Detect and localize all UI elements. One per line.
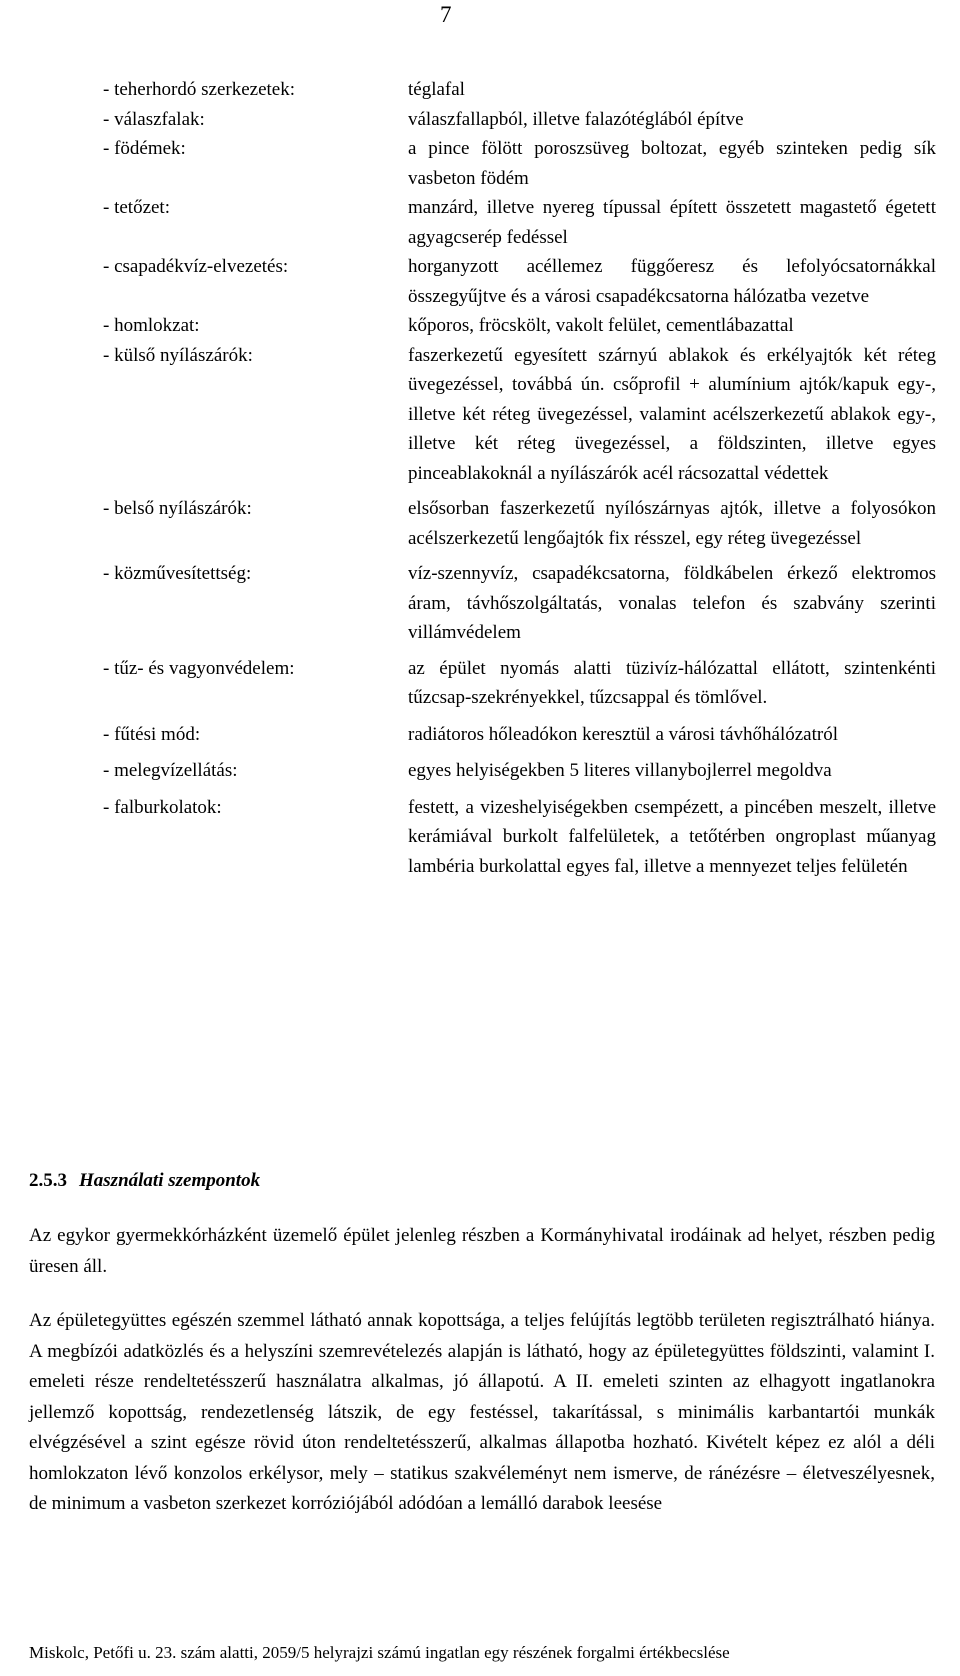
- spec-row-fodemek: [103, 134, 938, 193]
- building-spec-list: [103, 75, 938, 881]
- spec-row-homlokzat: [103, 311, 938, 341]
- spec-row-kulso-nyilaszarok: [103, 341, 938, 489]
- spec-value: víz-szennyvíz, csapadékcsatorna, földkábelen érkező elektromos áram, távhőszolgáltatás, vonalas telefon és szabvány szerinti villámvédelem: [408, 563, 936, 643]
- spec-value: festett, a vizeshelyiségekben csempézett, a pincében meszelt, illetve kerámiával burkolt falfelületek, a tetőtérben ongroplast műanyag lambéria burkolattal egyes fal, illetve a mennyezet teljes felületén: [408, 796, 936, 877]
- spec-row-csapadekviz: [103, 252, 938, 311]
- spec-label: - közművesítettség:: [103, 563, 252, 584]
- spec-row-valaszfalak: [103, 105, 938, 135]
- spec-row-belso-nyilaszarok: [103, 494, 938, 553]
- spec-row-melegvizellatas: [103, 756, 938, 786]
- spec-value: egyes helyiségekben 5 literes villanybojlerrel megoldva: [408, 760, 832, 781]
- spec-label: - csapadékvíz-elvezetés:: [103, 256, 289, 277]
- spec-row-kozmuvesitettseg: [103, 559, 938, 648]
- section-number: 2.5.3: [29, 1170, 67, 1191]
- spec-label: - tetőzet:: [103, 197, 170, 218]
- spec-value: a pince fölött poroszsüveg boltozat, egyéb szinteken pedig sík vasbeton födém: [408, 138, 936, 189]
- spec-label: - külső nyílászárók:: [103, 344, 253, 366]
- spec-label: - válaszfalak:: [103, 108, 205, 130]
- spec-label: - falburkolatok:: [103, 796, 222, 818]
- spec-value: válaszfallapból, illetve falazótéglából építve: [408, 108, 744, 130]
- spec-label: - tűz- és vagyonvédelem:: [103, 657, 295, 679]
- spec-value: elsősorban faszerkezetű nyílószárnyas ajtók, illetve a folyosókon acélszerkezetű lengőajtók fix résszel, egy réteg üvegezéssel: [408, 498, 936, 549]
- spec-value: manzárd, illetve nyereg típussal épített összetett magastető égetett agyagcserép fedéssel: [408, 197, 936, 248]
- spec-value: horganyzott acéllemez függőeresz és lefolyócsatornákkal összegyűjtve és a városi csapadékcsatorna hálózatba vezetve: [408, 256, 936, 307]
- page-footer: Miskolc, Petőfi u. 23. szám alatti, 2059/5 helyrajzi számú ingatlan egy részének forgalmi értékbecslése: [29, 1643, 730, 1662]
- page-number: 7: [440, 2, 452, 27]
- paragraph: Az épületegyüttes egészén szemmel látható annak kopottsága, a teljes felújítás legtöbb területen regisztrálható hiánya. A megbízói adatközlés és a helyszíni szemrevételezés alapján is látható, hogy az épületegyüttes földszinti, valamint I. emeleti része rendeltetésszerű használatra alkalmas, jó állapotú. A II. emeleti szinten az elhagyott ingatlanokra jellemző kopottság, rendezetlenség látszik, de egy festéssel, takarítással, s minimális karbantartói munkák elvégzésével a szint egésze rövid úton rendeltetésszerű, alkalmas állapotba hozható. Kivételt képez ez alól a déli homlokzaton lévő konzolos erkélysor, mely – statikus szakvéleményt nem ismerve, de ránézésre – életveszélyesnek, de minimum a vasbeton szerkezet korróziójából adódóan a lemálló darabok leesése: [29, 1310, 935, 1514]
- spec-label: - födémek:: [103, 138, 186, 159]
- spec-label: - teherhordó szerkezetek:: [103, 79, 296, 100]
- section-title: Használati szempontok: [79, 1170, 261, 1191]
- spec-label: - belső nyílászárók:: [103, 498, 252, 519]
- spec-value: radiátoros hőleadókon keresztül a városi távhőhálózatról: [408, 723, 838, 745]
- spec-row-falburkolatok: [103, 793, 938, 882]
- spec-label: - homlokzat:: [103, 315, 200, 336]
- spec-row-teherhordo: [103, 75, 938, 105]
- spec-row-tetozet: [103, 193, 938, 252]
- spec-value: kőporos, fröcskölt, vakolt felület, cementlábazattal: [408, 315, 794, 336]
- spec-value: faszerkezetű egyesített szárnyú ablakok és erkélyajtók két réteg üvegezéssel, továbbá ún. csőprofil + alumínium ajtók/kapuk egy-, illetve két réteg üvegezéssel, valamint acélszerkezetű ablakok egy-, illetve két réteg üvegezéssel, a földszinten, illetve egyes pinceablakoknál a nyílászárók acél rácsozattal védettek: [408, 344, 936, 484]
- spec-value: az épület nyomás alatti tüzivíz-hálózattal ellátott, szintenkénti tűzcsap-szekrényekkel, tűzcsappal és tömlővel.: [408, 657, 936, 708]
- spec-label: - melegvízellátás:: [103, 760, 238, 781]
- paragraph: Az egykor gyermekkórházként üzemelő épület jelenleg részben a Kormányhivatal irodáinak ad helyet, részben pedig üresen áll.: [29, 1225, 935, 1277]
- spec-label: - fűtési mód:: [103, 723, 201, 745]
- spec-row-tuz-vagyonvedelem: [103, 654, 938, 713]
- section-heading: [29, 1167, 260, 1195]
- spec-value: téglafal: [408, 79, 465, 100]
- spec-row-futesi-mod: [103, 720, 938, 750]
